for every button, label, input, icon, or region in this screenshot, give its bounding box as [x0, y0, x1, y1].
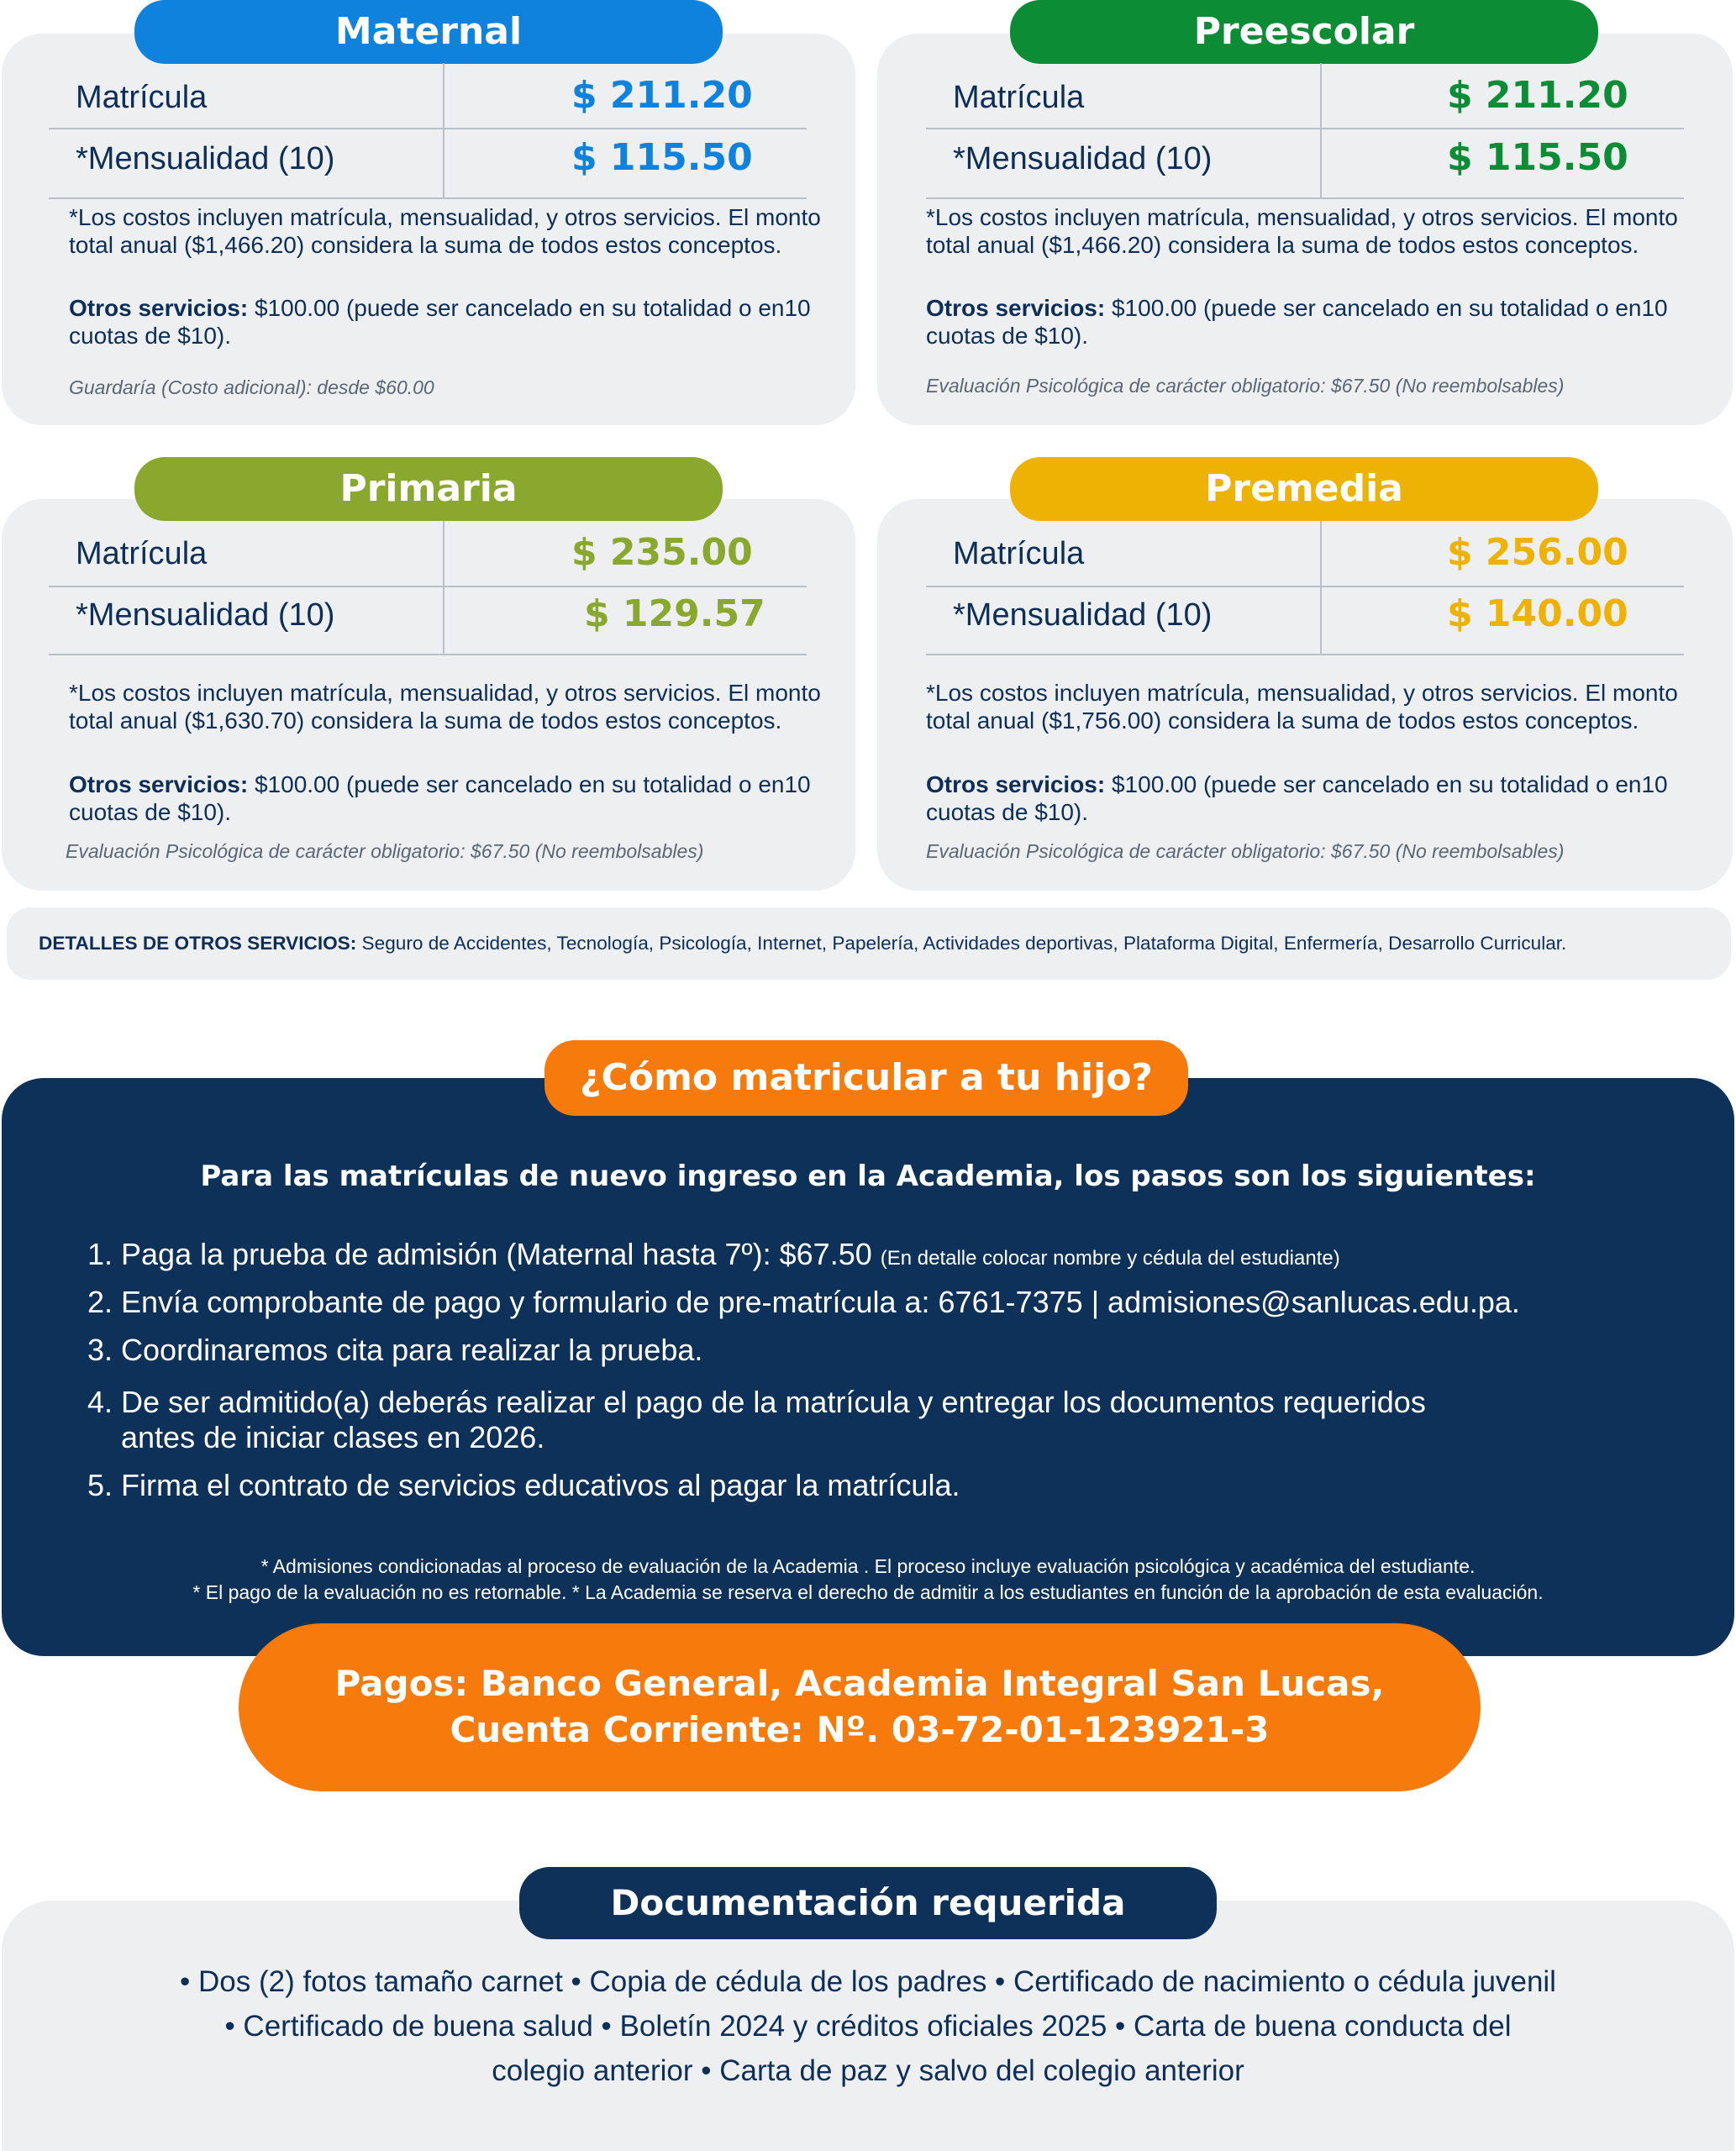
- otros-servicios-details: [7, 907, 1731, 980]
- step-3: 3. Coordinaremos cita para realizar la prueba.: [87, 1333, 703, 1367]
- fine-print: Evaluación Psicológica de carácter obligatorio: $67.50 (No reembolsables): [926, 840, 1565, 862]
- payment-info: [239, 1623, 1481, 1791]
- fine-print: Guardaría (Costo adicional): desde $60.00: [69, 376, 434, 398]
- fine-print: Evaluación Psicológica de carácter obligatorio: $67.50 (No reembolsables): [926, 375, 1565, 397]
- step-4-continued: antes de iniciar clases en 2026.: [121, 1420, 545, 1454]
- mensualidad-price: $ 115.50: [1447, 136, 1628, 179]
- step-2: 2. Envía comprobante de pago y formulario de pre-matrícula a: 6761-7375 | admisiones@sanlucas.edu.pa.: [87, 1285, 1520, 1319]
- matricula-price: $ 211.20: [1447, 74, 1628, 117]
- cost-note: *Los costos incluyen matrícula, mensualidad, y otros servicios. El monto total anual ($1,630.70) considera la suma de todos estos conceptos.: [69, 680, 821, 734]
- cost-note: *Los costos incluyen matrícula, mensualidad, y otros servicios. El monto total anual ($1,466.20) considera la suma de todos estos conceptos.: [69, 204, 821, 258]
- matricula-label: Matrícula: [953, 80, 1085, 115]
- table-rule: [49, 197, 807, 199]
- step-4: 4. De ser admitido(a) deberás realizar el pago de la matrícula y entregar los documentos requeridos: [87, 1385, 1426, 1419]
- mensualidad-label: *Mensualidad (10): [953, 597, 1213, 633]
- documents-pill: Documentación requerida: [519, 1867, 1217, 1939]
- matricula-price: $ 235.00: [571, 531, 753, 574]
- details-text: Seguro de Accidentes, Tecnología, Psicología, Internet, Papelería, Actividades deportivas, Plataforma Digital, Enfermería, Desarrollo Curricular.: [356, 933, 1567, 954]
- otros-servicios-label: Otros servicios:: [926, 771, 1106, 797]
- details-label: DETALLES DE OTROS SERVICIOS:: [39, 933, 357, 954]
- table-rule: [49, 654, 807, 655]
- matricula-price: $ 256.00: [1447, 531, 1628, 574]
- matricula-label: Matrícula: [76, 536, 208, 571]
- otros-servicios-note: [69, 770, 825, 826]
- mensualidad-price: $ 140.00: [1447, 592, 1628, 635]
- otros-servicios-text: $100.00 (puede ser cancelado en su totalidad o en10 cuotas de $10).: [69, 771, 811, 825]
- mensualidad-price: $ 115.50: [571, 136, 753, 179]
- table-divider: [1320, 63, 1322, 197]
- table-divider: [443, 521, 445, 654]
- step-1-detail: (En detalle colocar nombre y cédula del estudiante): [880, 1247, 1340, 1270]
- table-rule: [49, 586, 807, 587]
- plan-title-preescolar: Preescolar: [1010, 0, 1598, 64]
- otros-servicios-text: $100.00 (puede ser cancelado en su totalidad o en10 cuotas de $10).: [69, 295, 811, 349]
- admission-note-2: * El pago de la evaluación no es retornable. * La Academia se reserva el derecho de admitir a los estudiantes en función de la aprobación de esta evaluación.: [192, 1581, 1544, 1603]
- enrollment-pill: ¿Cómo matricular a tu hijo?: [544, 1040, 1188, 1116]
- admission-note-1: * Admisiones condicionadas al proceso de evaluación de la Academia . El proceso incluye evaluación psicológica y académica del estudiante.: [260, 1555, 1476, 1577]
- otros-servicios-label: Otros servicios:: [69, 295, 249, 321]
- enrollment-steps-title: Para las matrículas de nuevo ingreso en la Academia, los pasos son los siguientes:: [200, 1160, 1536, 1193]
- documents-line-1: • Dos (2) fotos tamaño carnet • Copia de cédula de los padres • Certificado de nacimiento o cédula juvenil: [180, 1965, 1556, 1998]
- step-1: [87, 1237, 1340, 1276]
- mensualidad-price: $ 129.57: [584, 592, 765, 635]
- table-divider: [443, 63, 445, 197]
- matricula-label: Matrícula: [76, 80, 208, 115]
- table-rule: [49, 128, 807, 129]
- otros-servicios-text: $100.00 (puede ser cancelado en su totalidad o en10 cuotas de $10).: [926, 295, 1668, 349]
- table-rule: [926, 654, 1684, 655]
- step-5: 5. Firma el contrato de servicios educativos al pagar la matrícula.: [87, 1468, 960, 1502]
- mensualidad-label: *Mensualidad (10): [76, 597, 335, 633]
- otros-servicios-note: [926, 294, 1682, 350]
- matricula-price: $ 211.20: [571, 74, 753, 117]
- table-rule: [926, 128, 1684, 129]
- table-rule: [926, 586, 1684, 587]
- otros-servicios-note: [926, 770, 1682, 826]
- cost-note: *Los costos incluyen matrícula, mensualidad, y otros servicios. El monto total anual ($1,756.00) considera la suma de todos estos conceptos.: [926, 680, 1678, 734]
- otros-servicios-label: Otros servicios:: [926, 295, 1106, 321]
- plan-title-primaria: Primaria: [134, 457, 723, 521]
- step-1-text: 1. Paga la prueba de admisión (Maternal hasta 7º): $67.50: [87, 1237, 881, 1271]
- cost-note: *Los costos incluyen matrícula, mensualidad, y otros servicios. El monto total anual ($1,466.20) considera la suma de todos estos conceptos.: [926, 204, 1678, 258]
- mensualidad-label: *Mensualidad (10): [76, 141, 335, 176]
- payment-account-line: Cuenta Corriente: Nº. 03-72-01-123921-3: [450, 1709, 1270, 1750]
- documents-line-2: • Certificado de buena salud • Boletín 2024 y créditos oficiales 2025 • Carta de buena conducta del: [224, 2010, 1512, 2043]
- documents-line-3: colegio anterior • Carta de paz y salvo del colegio anterior: [492, 2054, 1244, 2087]
- payment-bank-line: Pagos: Banco General, Academia Integral San Lucas,: [334, 1663, 1385, 1704]
- table-rule: [926, 197, 1684, 199]
- otros-servicios-text: $100.00 (puede ser cancelado en su totalidad o en10 cuotas de $10).: [926, 771, 1668, 825]
- mensualidad-label: *Mensualidad (10): [953, 141, 1213, 176]
- table-divider: [1320, 521, 1322, 654]
- otros-servicios-note: [69, 294, 825, 350]
- otros-servicios-label: Otros servicios:: [69, 771, 249, 797]
- plan-title-maternal: Maternal: [134, 0, 723, 64]
- matricula-label: Matrícula: [953, 536, 1085, 571]
- fine-print: Evaluación Psicológica de carácter obligatorio: $67.50 (No reembolsables): [66, 840, 704, 862]
- plan-title-premedia: Premedia: [1010, 457, 1598, 521]
